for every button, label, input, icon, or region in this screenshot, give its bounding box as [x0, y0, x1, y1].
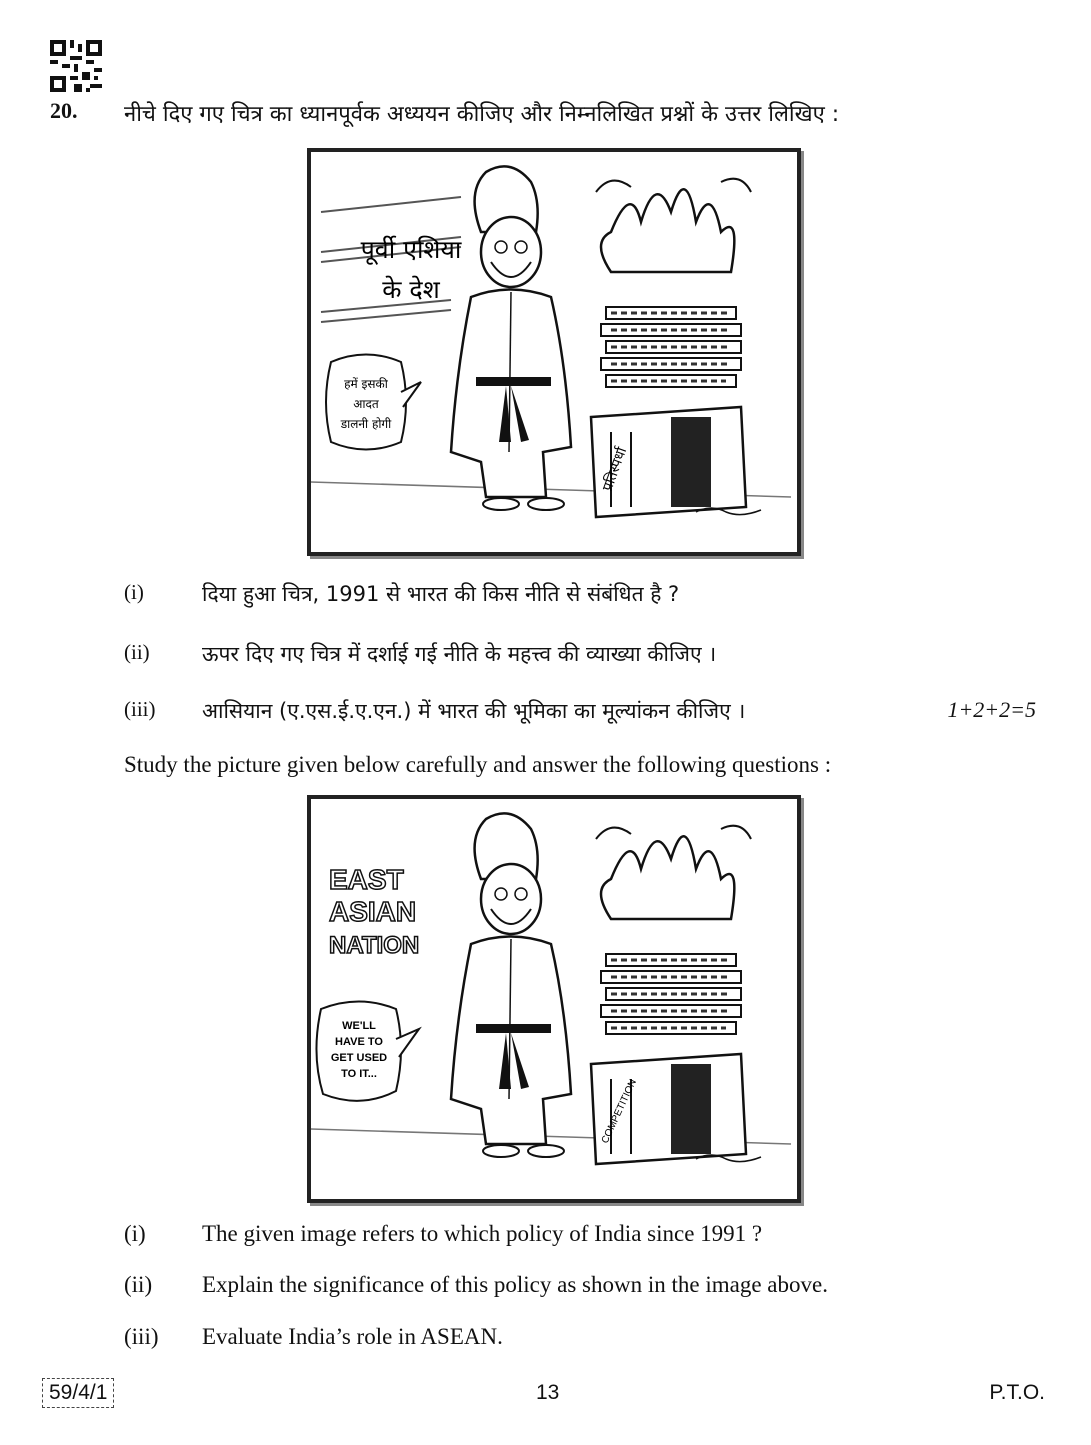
english-competition-label: COMPETITION	[599, 1077, 640, 1146]
hindi-sign-line-2: के देश	[382, 275, 440, 304]
english-part-1-text: The given image refers to which policy of India since 1991 ?	[202, 1221, 763, 1246]
hindi-bubble-line-3: डालनी होगी	[340, 417, 392, 431]
english-bubble-line-3: GET USED	[330, 1052, 388, 1064]
cartoon-english-illustration	[311, 799, 797, 1199]
english-bubble-line-4: TO IT...	[341, 1068, 377, 1080]
hindi-part-3-text: आसियान (ए.एस.ई.ए.एन.) में भारत की भूमिका का मूल्यांकन कीजिए ।	[202, 699, 746, 723]
hindi-part-2-text: ऊपर दिए गए चित्र में दर्शाई गई नीति के महत्त्व की व्याख्या कीजिए ।	[202, 642, 717, 666]
hindi-bubble-line-1: हमें इसकी	[344, 377, 388, 391]
page-number: 13	[536, 1381, 560, 1404]
cartoon-hindi-illustration	[311, 152, 797, 552]
marks-distribution: 1+2+2=5	[947, 697, 1036, 722]
hindi-part-3-label: (iii)	[124, 697, 156, 721]
hindi-bubble-line-2: आदत	[353, 397, 379, 411]
english-part-2-text: Explain the significance of this policy as shown in the image above.	[202, 1272, 828, 1297]
hindi-part-2-label: (ii)	[124, 640, 150, 664]
qr-code-icon	[50, 40, 102, 92]
english-part-3-text: Evaluate India’s role in ASEAN.	[202, 1324, 503, 1349]
english-part-2-label: (ii)	[124, 1272, 153, 1297]
hindi-part-1-text: दिया हुआ चित्र, 1991 से भारत की किस नीति से संबंधित है ?	[202, 582, 680, 606]
hindi-competition-label: प्रतिस्पर्धा	[599, 445, 631, 494]
english-sign-line-1: EAST	[329, 864, 404, 895]
english-part-3-label: (iii)	[124, 1324, 159, 1349]
english-instruction: Study the picture given below carefully and answer the following questions :	[124, 752, 832, 777]
please-turn-over: P.T.O.	[989, 1381, 1045, 1404]
hindi-sign-line-1: पूर्वी एशिया	[360, 235, 462, 264]
english-sign-line-2: ASIAN	[329, 896, 417, 927]
cartoon-hindi	[307, 148, 801, 556]
cartoon-english	[307, 795, 801, 1203]
english-bubble-line-2: HAVE TO	[335, 1036, 383, 1048]
hindi-instruction: नीचे दिए गए चित्र का ध्यानपूर्वक अध्ययन कीजिए और निम्नलिखित प्रश्नों के उत्तर लिखिए :	[124, 102, 840, 127]
english-bubble-line-1: WE'LL	[342, 1020, 376, 1032]
hindi-part-1-label: (i)	[124, 580, 144, 604]
english-sign-line-3: NATION	[329, 932, 420, 959]
paper-code: 59/4/1	[42, 1378, 114, 1408]
question-number: 20.	[50, 98, 78, 123]
english-part-1-label: (i)	[124, 1221, 146, 1246]
